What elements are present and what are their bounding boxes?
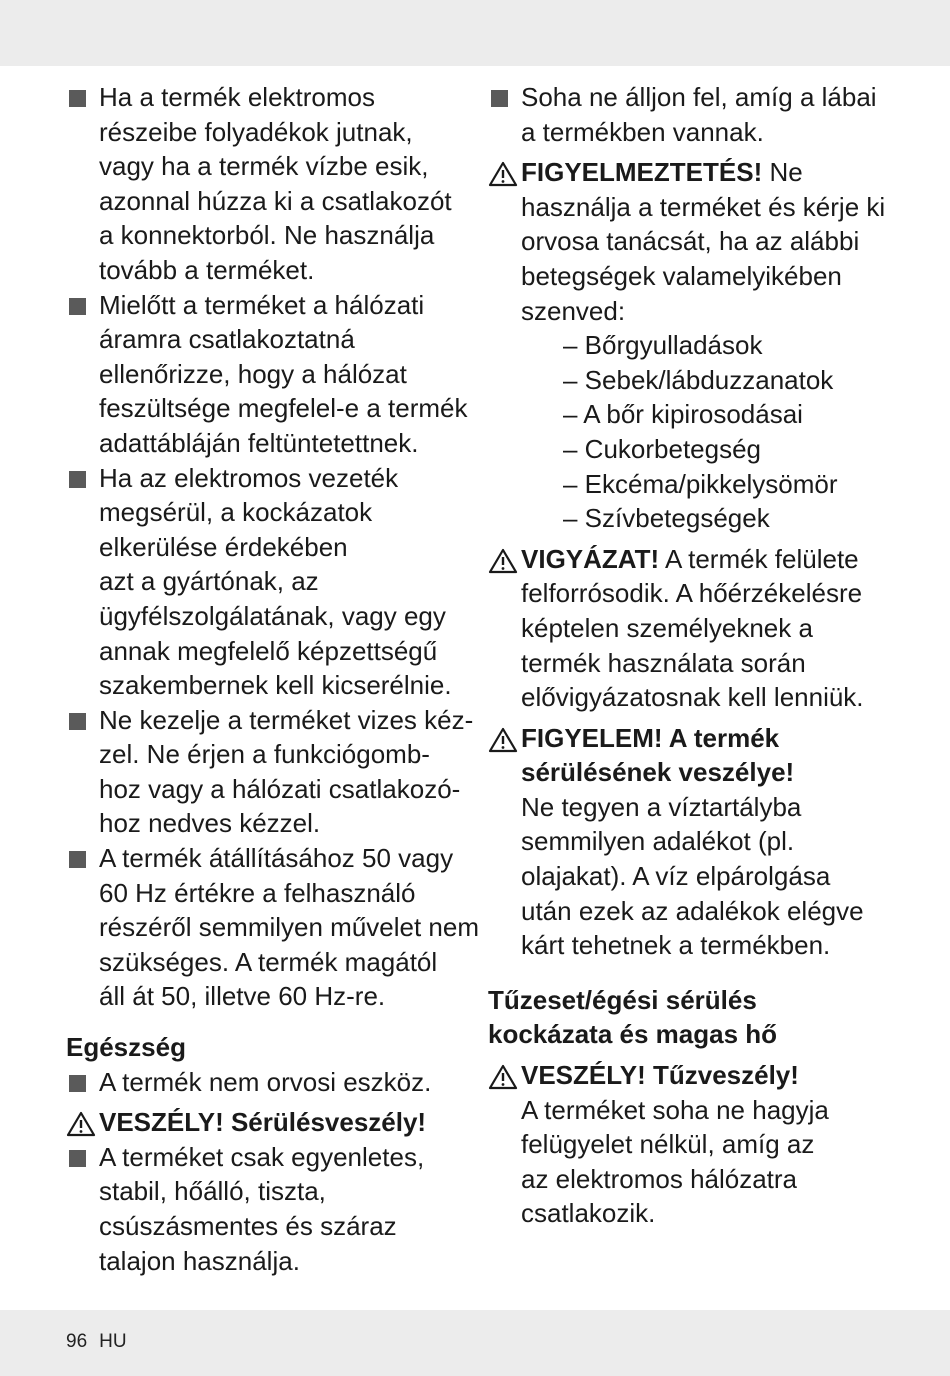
text-line: részéről semmilyen művelet nem [99, 912, 480, 943]
square-bullet-icon [69, 1150, 86, 1167]
text-line: kárt tehetnek a termékben. [521, 930, 831, 961]
text-line: után ezek az adalékok elégve [521, 895, 864, 926]
list-item [66, 841, 480, 1014]
text-line: 60 Hz értékre a felhasználó [99, 877, 416, 908]
text-line: stabil, hőálló, tiszta, [99, 1176, 326, 1207]
text-line: a konnektorból. Ne használja [99, 220, 435, 251]
warning-triangle-icon [488, 161, 518, 187]
attention-label: sérülésének veszélye! [521, 757, 795, 788]
text-line: A terméket soha ne hagyja [521, 1094, 829, 1125]
text-line: termék használata során [521, 647, 806, 678]
text-line: A termék átállításához 50 vagy [99, 843, 454, 874]
list-item [66, 1140, 466, 1278]
page-number: 96 [66, 1331, 88, 1352]
attention-label: FIGYELEM! A termék [521, 722, 780, 753]
text-line: tovább a terméket. [99, 254, 315, 285]
danger-warning [66, 1105, 466, 1140]
square-bullet-icon [69, 90, 86, 107]
fire-danger-label: VESZÉLY! Tűzveszély! [521, 1060, 799, 1091]
list-item: – Cukorbetegség [563, 433, 762, 464]
text-line: csúszásmentes és száraz [99, 1211, 397, 1241]
text-line: annak megfelelő képzettségű [99, 635, 438, 666]
square-bullet-icon [491, 90, 508, 107]
text-line: Ha a termék elektromos [99, 82, 375, 112]
text-line: azt a gyártónak, az [99, 566, 319, 597]
text-line: szenved: [521, 295, 626, 326]
section-heading-fire [488, 983, 888, 1052]
text-line: csatlakozik. [521, 1198, 656, 1229]
text-line: felügyelet nélkül, amíg az [521, 1129, 815, 1160]
text-line: áramra csatlakoztatná [99, 324, 355, 355]
warning-triangle-icon [488, 548, 518, 574]
warning-triangle-icon [488, 727, 518, 753]
page-footer [66, 1331, 139, 1353]
text-line: hoz nedves kézzel. [99, 808, 321, 839]
text-line: a termékben vannak. [521, 116, 764, 147]
warning-label: FIGYELMEZTETÉS! [521, 157, 763, 188]
text-line: vagy ha a termék vízbe esik, [99, 151, 429, 182]
text-line: hoz vagy a hálózati csatlakozó- [99, 773, 461, 804]
text-line: Mielőtt a terméket a hálózati [99, 289, 425, 320]
text-line: adattábláján feltüntetettnek. [99, 427, 419, 458]
text-line: Tűzeset/égési sérülés [488, 984, 757, 1015]
text-line: orvosa tanácsát, ha az alábbi [521, 226, 860, 257]
top-band [0, 0, 950, 66]
list-item: – Sebek/lábduzzanatok [563, 364, 834, 395]
text-line: képtelen személyeknek a [521, 612, 813, 643]
text-line: A termék nem orvosi eszköz. [99, 1066, 432, 1097]
text-fragment: A termék felülete [664, 543, 859, 574]
fire-danger-block [488, 1058, 888, 1231]
text-line: Ne tegyen a víztartályba [521, 791, 802, 822]
list-item: – Ekcéma/pikkelysömör [563, 468, 838, 499]
warning-triangle-icon [66, 1111, 96, 1137]
text-fragment: Ne [769, 157, 803, 188]
square-bullet-icon [69, 851, 86, 868]
warning-triangle-icon [488, 1064, 518, 1090]
list-item: – Szívbetegségek [563, 503, 770, 534]
attention-block [488, 721, 888, 963]
square-bullet-icon [69, 471, 86, 488]
text-line: semmilyen adalékot (pl. [521, 826, 795, 857]
list-item [66, 288, 466, 461]
text-line: elővigyázatosnak kell lenniük. [521, 682, 864, 713]
text-line: felforrósodik. A hőérzékelésre [521, 578, 863, 609]
caution-block [488, 542, 888, 715]
list-item [488, 80, 888, 149]
text-line: áll át 50, illetve 60 Hz-re. [99, 981, 386, 1012]
list-item [66, 1065, 466, 1100]
text-line: használja a terméket és kérje ki [521, 191, 886, 222]
text-line: elkerülése érdekében [99, 531, 348, 562]
right-column [488, 80, 888, 1231]
text-line: ügyfélszolgálatának, vagy egy [99, 600, 446, 631]
text-line: részeibe folyadékok jutnak, [99, 116, 413, 147]
warning-block [488, 155, 888, 536]
text-line: talajon használja. [99, 1245, 300, 1276]
left-column [66, 80, 480, 1278]
section-heading-health: Egészség [66, 1032, 186, 1063]
text-line: zel. Ne érjen a funkciógomb- [99, 739, 430, 770]
text-line: megsérül, a kockázatok [99, 497, 373, 528]
square-bullet-icon [69, 713, 86, 730]
text-line: Ha az elektromos vezeték [99, 462, 399, 493]
list-item [66, 703, 474, 841]
text-line: Soha ne álljon fel, amíg a lábai [521, 82, 877, 112]
danger-label: VESZÉLY! Sérülésveszély! [99, 1107, 427, 1138]
list-item: – A bőr kipirosodásai [563, 399, 803, 430]
text-line: azonnal húzza ki a csatlakozót [99, 185, 452, 216]
text-line: A terméket csak egyenletes, [99, 1141, 425, 1172]
text-line: betegségek valamelyikében [521, 260, 842, 291]
text-line: olajakat). A víz elpárolgása [521, 861, 831, 892]
text-line: kockázata és magas hő [488, 1019, 778, 1050]
list-item: – Bőrgyulladások [563, 330, 763, 361]
text-line: Ne kezelje a terméket vizes kéz- [99, 704, 474, 735]
bottom-band [0, 1310, 950, 1376]
text-line: ellenőrizze, hogy a hálózat [99, 358, 407, 389]
text-line: szükséges. A termék magától [99, 946, 438, 977]
text-line: az elektromos hálózatra [521, 1163, 798, 1194]
language-code: HU [99, 1331, 127, 1352]
square-bullet-icon [69, 298, 86, 315]
square-bullet-icon [69, 1075, 86, 1092]
conditions-list [521, 328, 888, 536]
text-line: szakembernek kell kicserélnie. [99, 670, 452, 701]
list-item [66, 461, 466, 703]
text-line: feszültsége megfelel-e a termék [99, 393, 468, 424]
caution-label: VIGYÁZAT! [521, 543, 660, 574]
list-item [66, 80, 466, 288]
